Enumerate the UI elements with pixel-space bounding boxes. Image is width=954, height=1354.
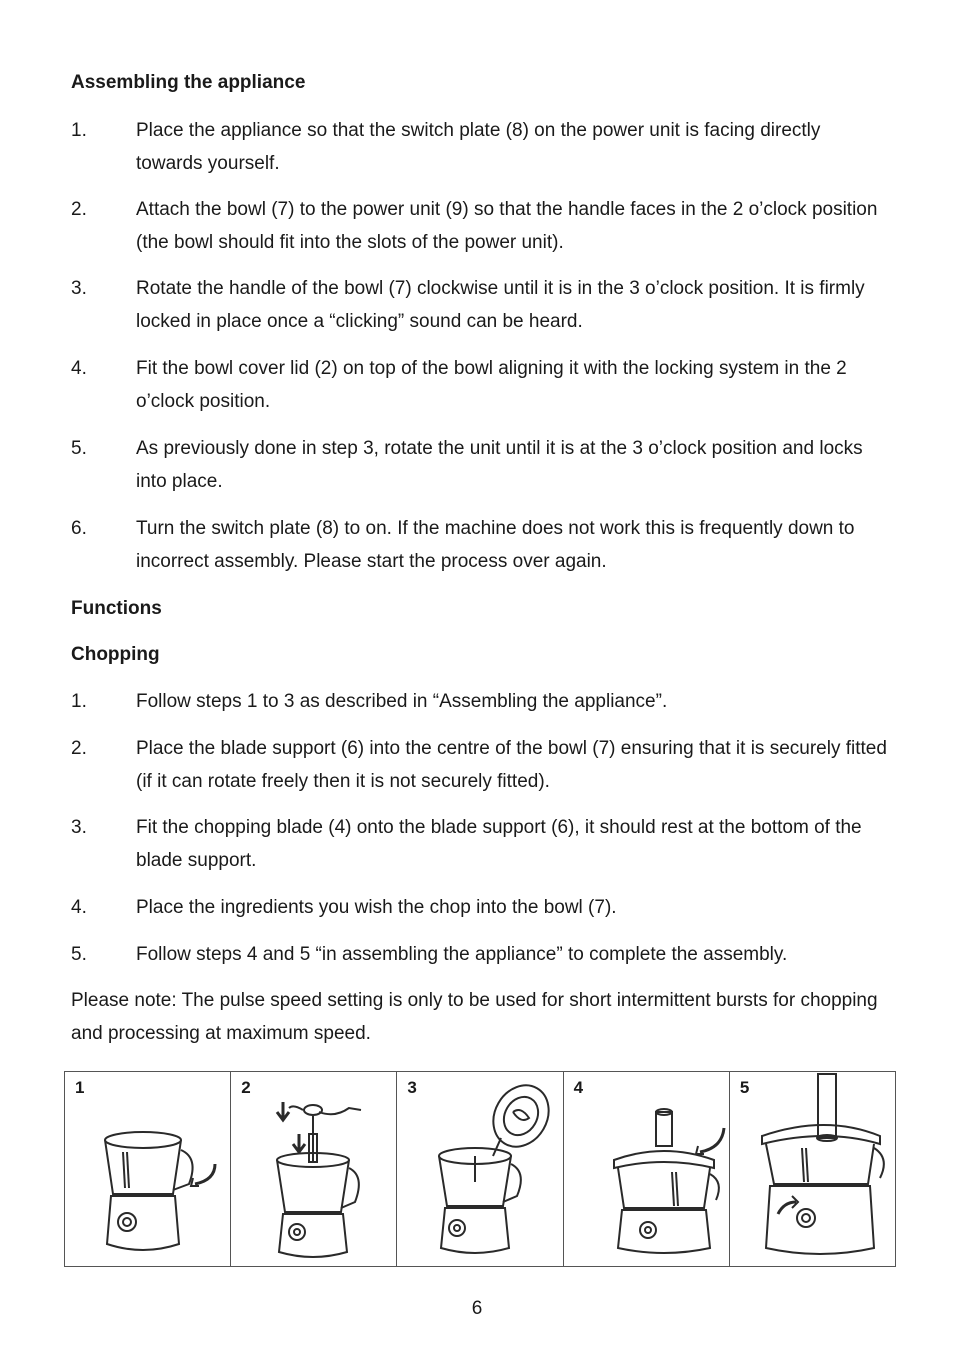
functions-heading: Functions	[71, 598, 162, 619]
page-number: 6	[471, 1298, 483, 1319]
blade-insert-illustration-icon	[231, 1072, 397, 1265]
step-text: Follow steps 4 and 5 “in assembling the appliance” to complete the assembly.	[136, 944, 788, 965]
pulse-speed-note: Please note: The pulse speed setting is only to be used for short intermittent bursts for chopping and processing at maximum speed.	[71, 990, 878, 1044]
chopping-heading: Chopping	[71, 644, 160, 665]
pusher-assembly-illustration-icon	[730, 1072, 895, 1265]
step-text: Place the ingredients you wish the chop into the bowl (7).	[136, 897, 617, 918]
step-text: Place the blade support (6) into the centre of the bowl (7) ensuring that it is securely fitted (if it can rotate freely then it is not securely fitted).	[136, 738, 887, 792]
step-number: 6.	[71, 518, 87, 539]
step-number: 5.	[71, 944, 87, 965]
step-number: 1.	[71, 120, 87, 141]
step-number: 5.	[71, 438, 87, 459]
illustration-panel-1	[65, 1072, 231, 1266]
panel-number: 5	[739, 1078, 750, 1097]
step-number: 4.	[71, 897, 87, 918]
assembling-heading: Assembling the appliance	[71, 72, 306, 93]
step-number: 1.	[71, 691, 87, 712]
step-text: Place the appliance so that the switch plate (8) on the power unit is facing directly towards yourself.	[136, 120, 821, 174]
blade-fit-illustration-icon	[397, 1072, 563, 1265]
step-number: 2.	[71, 738, 87, 759]
panel-number: 3	[407, 1078, 417, 1097]
step-text: Follow steps 1 to 3 as described in “Assembling the appliance”.	[136, 691, 668, 712]
lid-lock-illustration-icon	[564, 1072, 730, 1265]
illustration-panel-2	[231, 1072, 397, 1266]
illustration-panel-3	[397, 1072, 563, 1266]
panel-number: 4	[573, 1078, 584, 1097]
illustration-panel-4	[564, 1072, 730, 1266]
step-number: 2.	[71, 199, 87, 220]
step-number: 4.	[71, 358, 87, 379]
bowl-on-base-illustration-icon	[65, 1072, 231, 1265]
step-text: Rotate the handle of the bowl (7) clockwise until it is in the 3 o’clock position. It is firmly locked in place once a “clicking” sound can be heard.	[136, 278, 865, 332]
step-text: Fit the bowl cover lid (2) on top of the bowl aligning it with the locking system in the 2 o’clock position.	[136, 358, 847, 412]
step-number: 3.	[71, 278, 87, 299]
step-text: Attach the bowl (7) to the power unit (9) so that the handle faces in the 2 o’clock position (the bowl should fit into the slots of the power unit).	[136, 199, 878, 253]
panel-number: 1	[75, 1078, 85, 1097]
step-text: Turn the switch plate (8) to on. If the machine does not work this is frequently down to incorrect assembly. Please start the process over again.	[136, 518, 855, 572]
illustration-panel-5	[730, 1072, 895, 1266]
step-text: As previously done in step 3, rotate the unit until it is at the 3 o’clock position and locks into place.	[136, 438, 863, 492]
step-text: Fit the chopping blade (4) onto the blade support (6), it should rest at the bottom of the blade support.	[136, 817, 862, 871]
panel-number: 2	[241, 1078, 251, 1097]
assembly-illustration-strip	[64, 1071, 896, 1267]
step-number: 3.	[71, 817, 87, 838]
